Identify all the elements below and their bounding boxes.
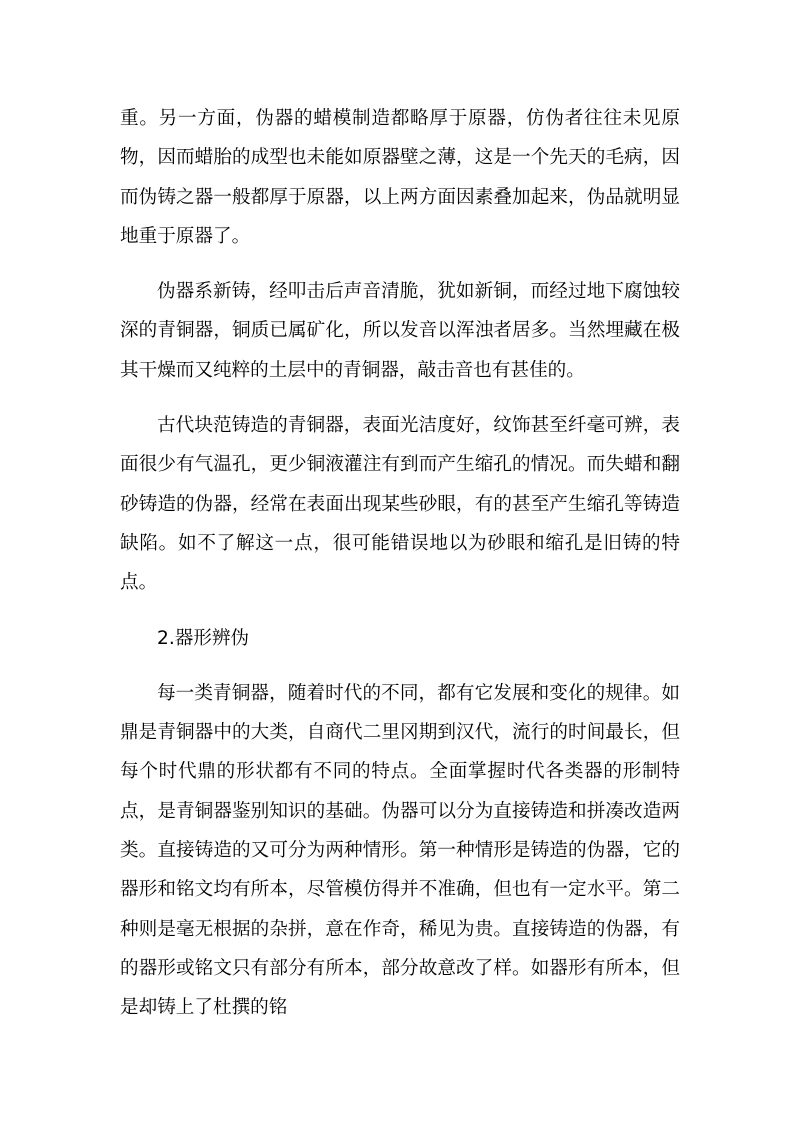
paragraph-form-identification: 每一类青铜器，随着时代的不同，都有它发展和变化的规律。如鼎是青铜器中的大类，自商代二里冈期到汉代，流行的时间最长，但每个时代鼎的形状都有不同的特点。全面掌握时代各类器的形制特点，是青铜器鉴别知识的基础。伪器可以分为直接铸造和拼凑改造两类。直接铸造的又可分为两种情形。第一种情形是铸造的伪器，它的器形和铭文均有所本，尽管模仿得并不准确，但也有一定水平。第二种则是毫无根据的杂拼，意在作奇，稀见为贵。直接铸造的伪器，有的器形或铭文只有部分有所本，部分故意改了样。如器形有所本，但是却铸上了杜撰的铭 xyxy=(120,682,680,1019)
paragraph-casting-defects: 古代块范铸造的青铜器，表面光洁度好，纹饰甚至纤毫可辨，表面很少有气温孔，更少铜液灌注有到而产生缩孔的情况。而失蜡和翻砂铸造的伪器，经常在表面出现某些砂眼，有的甚至产生缩孔等铸造缺陷。如不了解这一点，很可能错误地以为砂眼和缩孔是旧铸的特点。 xyxy=(120,415,680,594)
paragraph-continued: 重。另一方面，伪器的蜡模制造都略厚于原器，仿伪者往往未见原物，因而蜡胎的成型也未能如原器壁之薄，这是一个先天的毛病，因而伪铸之器一般都厚于原器，以上两方面因素叠加起来，伪品就明显地重于原器了。 xyxy=(120,108,680,247)
section-heading: 2.器形辨伪 xyxy=(157,627,250,649)
document-body xyxy=(120,99,680,1044)
paragraph-sound: 伪器系新铸，经叩击后声音清脆，犹如新铜，而经过地下腐蚀较深的青铜器，铜质已属矿化，所以发音以浑浊者居多。当然埋藏在极其干燥而又纯粹的土层中的青铜器，敲击音也有甚佳的。 xyxy=(120,281,680,381)
